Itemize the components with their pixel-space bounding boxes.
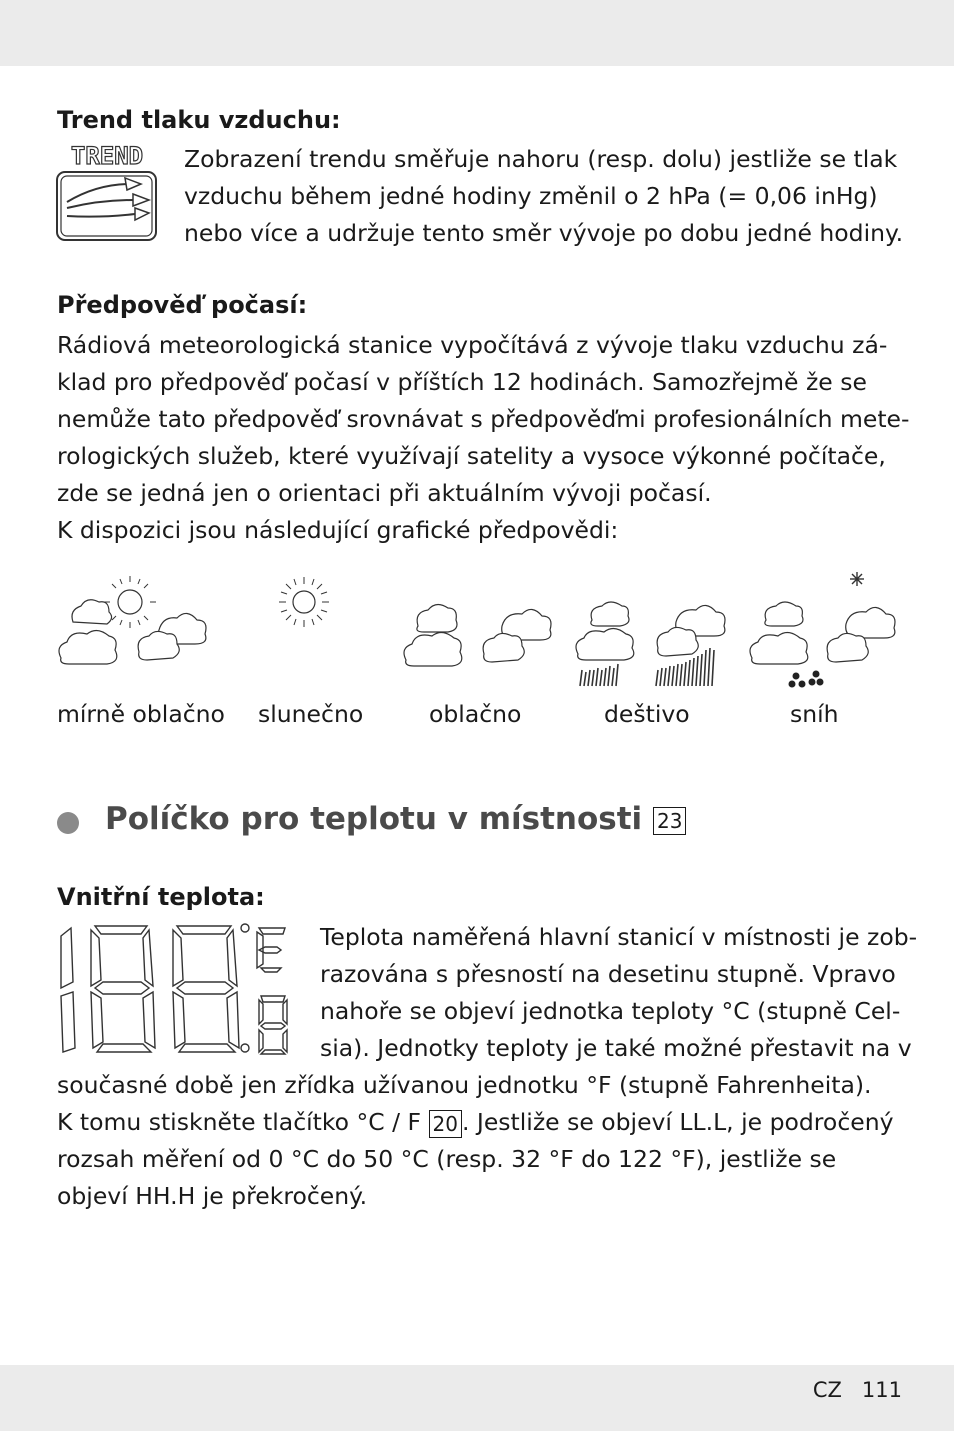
forecast-line-6: K dispozici jsou následující grafické předpovědi: <box>57 516 619 544</box>
forecast-label-sunny: slunečno <box>258 700 364 728</box>
indoor-line-8: objeví HH.H je překročený. <box>57 1182 368 1210</box>
trend-icon <box>55 140 159 244</box>
trend-line-1: Zobrazení trendu směřuje nahoru (resp. dolu) jestliže se tlak <box>184 145 898 173</box>
indoor-line-6 <box>57 1104 894 1141</box>
indoor-line-4: sia). Jednotky teploty je také možné přestavit na v <box>320 1034 912 1062</box>
header-band <box>0 0 954 66</box>
indoor-line-1: Teplota naměřená hlavní stanicí v místnosti je zob- <box>320 923 918 951</box>
section-bullet <box>57 812 79 834</box>
partly-cloudy-icon <box>55 572 215 672</box>
forecast-line-1: Rádiová meteorologická stanice vypočítává z vývoje tlaku vzduchu zá- <box>57 331 888 359</box>
rainy-icon <box>572 598 732 690</box>
footer-lang: CZ <box>812 1378 842 1402</box>
indoor-line-2: razována s přesností na desetinu stupně. Vpravo <box>320 960 896 988</box>
forecast-line-5: zde se jedná jen o orientaci při aktuálním vývoji počasí. <box>57 479 712 507</box>
indoor-line-6-post: . Jestliže se objeví LL.L, je področený <box>461 1108 894 1136</box>
forecast-line-4: rologických služeb, které využívají satelity a vysoce výkonné počítače, <box>57 442 886 470</box>
page-number: 111 <box>861 1378 902 1402</box>
trend-line-3: nebo více a udržuje tento směr vývoje po dobu jedné hodiny. <box>184 219 904 247</box>
forecast-heading: Předpověď počasí: <box>57 291 308 319</box>
indoor-line-5: současné době jen zřídka užívanou jednotku °F (stupně Fahrenheita). <box>57 1071 872 1099</box>
snow-icon <box>746 568 902 690</box>
forecast-line-2: klad pro předpověď počasí v příštích 12 hodinách. Samozřejmě že se <box>57 368 867 396</box>
indoor-heading: Vnitřní teplota: <box>57 883 265 911</box>
page-footer <box>813 1378 902 1402</box>
section-title-text: Políčko pro teplotu v místnosti <box>105 801 643 837</box>
forecast-label-rainy: deštivo <box>604 700 690 728</box>
trend-icon-label: TREND <box>70 142 144 170</box>
button-ref-badge: 20 <box>429 1110 462 1138</box>
trend-line-2: vzduchu během jedné hodiny změnil o 2 hPa (= 0,06 inHg) <box>184 182 878 210</box>
cloudy-icon <box>398 598 558 672</box>
indoor-line-3: nahoře se objeví jednotka teploty °C (stupně Cel- <box>320 997 901 1025</box>
trend-heading: Trend tlaku vzduchu: <box>57 106 341 134</box>
forecast-label-cloudy: oblačno <box>429 700 522 728</box>
section-ref-badge: 23 <box>653 807 686 835</box>
forecast-label-snow: sníh <box>790 700 839 728</box>
forecast-line-3: nemůže tato předpověď srovnávat s předpověďmi profesionálních mete- <box>57 405 910 433</box>
indoor-line-7: rozsah měření od 0 °C do 50 °C (resp. 32 °F do 122 °F), jestliže se <box>57 1145 837 1173</box>
section-title <box>105 801 686 837</box>
forecast-label-partly-cloudy: mírně oblačno <box>57 700 225 728</box>
indoor-line-6-pre: K tomu stiskněte tlačítko °C / F <box>57 1108 422 1136</box>
sunny-icon <box>274 572 338 632</box>
lcd-digits-icon <box>55 920 295 1060</box>
footer-band <box>0 1365 954 1431</box>
